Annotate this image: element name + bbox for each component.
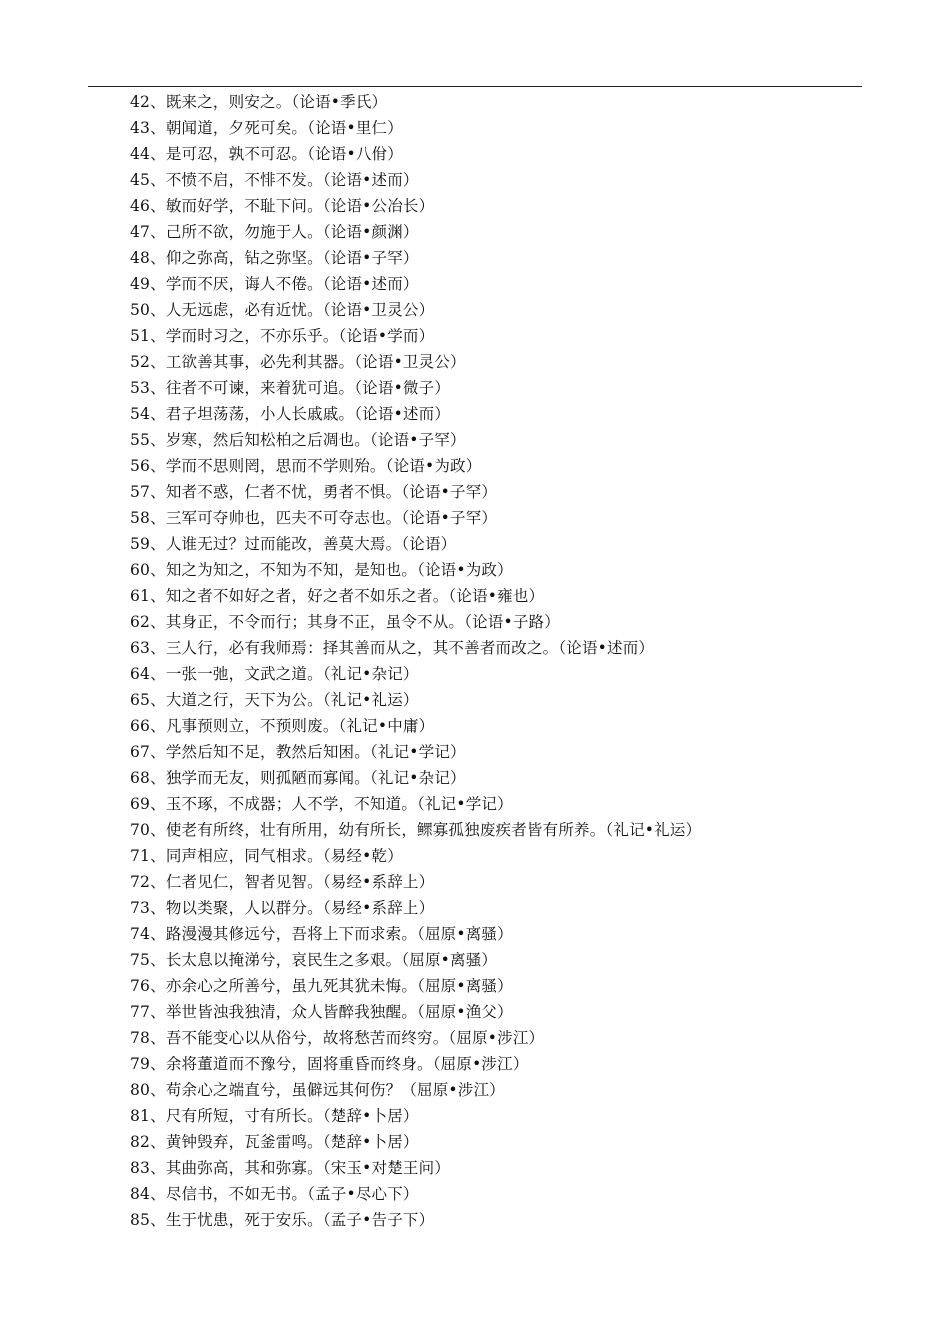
- quote-list: [130, 89, 860, 1233]
- quote-line: 73、物以类聚，人以群分。（易经•系辞上）: [130, 899, 435, 917]
- quote-line: 65、大道之行，天下为公。（礼记•礼运）: [130, 691, 419, 709]
- quote-line: 47、己所不欲，勿施于人。（论语•颜渊）: [130, 223, 419, 241]
- quote-line: 58、三军可夺帅也，匹夫不可夺志也。（论语•子罕）: [130, 509, 498, 527]
- quote-line: 49、学而不厌，诲人不倦。（论语•述而）: [130, 275, 419, 293]
- quote-line: 83、其曲弥高，其和弥寡。（宋玉•对楚王问）: [130, 1159, 451, 1177]
- quote-line: 71、同声相应，同气相求。（易经•乾）: [130, 847, 403, 865]
- quote-line: 63、三人行，必有我师焉：择其善而从之，其不善者而改之。（论语•述而）: [130, 639, 655, 657]
- quote-line: 68、独学而无友，则孤陋而寡闻。（礼记•杂记）: [130, 769, 466, 787]
- quote-line: 60、知之为知之，不知为不知，是知也。（论语•为政）: [130, 561, 513, 579]
- quote-line: 56、学而不思则罔，思而不学则殆。（论语•为政）: [130, 457, 482, 475]
- quote-line: 64、一张一弛，文武之道。（礼记•杂记）: [130, 665, 419, 683]
- quote-line: 81、尺有所短，寸有所长。（楚辞•卜居）: [130, 1107, 419, 1125]
- quote-line: 51、学而时习之，不亦乐乎。（论语•学而）: [130, 327, 435, 345]
- quote-line: 75、长太息以掩涕兮，哀民生之多艰。（屈原•离骚）: [130, 951, 498, 969]
- quote-line: 55、岁寒，然后知松柏之后凋也。（论语•子罕）: [130, 431, 466, 449]
- quote-line: 74、路漫漫其修远兮，吾将上下而求索。（屈原•离骚）: [130, 925, 513, 943]
- quote-line: 54、君子坦荡荡，小人长戚戚。（论语•述而）: [130, 405, 451, 423]
- quote-line: 82、黄钟毁弃，瓦釜雷鸣。（楚辞•卜居）: [130, 1133, 419, 1151]
- quote-line: 62、其身正，不令而行；其身不正，虽令不从。（论语•子路）: [130, 613, 560, 631]
- quote-line: 67、学然后知不足，教然后知困。（礼记•学记）: [130, 743, 466, 761]
- quote-line: 61、知之者不如好之者，好之者不如乐之者。（论语•雍也）: [130, 587, 545, 605]
- quote-line: 70、使老有所终，壮有所用，幼有所长，鳏寡孤独废疾者皆有所养。（礼记•礼运）: [130, 821, 702, 839]
- header-rule: [88, 86, 862, 87]
- quote-line: 42、既来之，则安之。（论语•季氏）: [130, 93, 388, 111]
- quote-line: 53、往者不可谏，来着犹可追。（论语•微子）: [130, 379, 451, 397]
- quote-line: 77、举世皆浊我独清，众人皆醉我独醒。（屈原•渔父）: [130, 1003, 513, 1021]
- quote-line: 72、仁者见仁，智者见智。（易经•系辞上）: [130, 873, 435, 891]
- quote-line: 66、凡事预则立，不预则废。（礼记•中庸）: [130, 717, 435, 735]
- quote-line: 84、尽信书，不如无书。（孟子•尽心下）: [130, 1185, 419, 1203]
- quote-line: 79、余将董道而不豫兮，固将重昏而终身。（屈原•涉江）: [130, 1055, 529, 1073]
- quote-line: 50、人无远虑，必有近忧。（论语•卫灵公）: [130, 301, 435, 319]
- quote-line: 80、苟余心之端直兮，虽僻远其何伤？（屈原•涉江）: [130, 1081, 505, 1099]
- quote-line: 57、知者不惑，仁者不忧，勇者不惧。（论语•子罕）: [130, 483, 498, 501]
- quote-line: 52、工欲善其事，必先利其器。（论语•卫灵公）: [130, 353, 466, 371]
- quote-line: 48、仰之弥高，钻之弥坚。（论语•子罕）: [130, 249, 419, 267]
- quote-line: 69、玉不琢，不成器；人不学，不知道。（礼记•学记）: [130, 795, 513, 813]
- quote-line: 43、朝闻道，夕死可矣。（论语•里仁）: [130, 119, 403, 137]
- quote-line: 76、亦余心之所善兮，虽九死其犹未悔。（屈原•离骚）: [130, 977, 513, 995]
- quote-line: 85、生于忧患，死于安乐。（孟子•告子下）: [130, 1211, 435, 1229]
- quote-line: 59、人谁无过？过而能改，善莫大焉。（论语）: [130, 535, 457, 553]
- quote-line: 46、敏而好学，不耻下问。（论语•公冶长）: [130, 197, 435, 215]
- quote-line: 45、不愤不启，不悱不发。（论语•述而）: [130, 171, 419, 189]
- quote-line: 78、吾不能变心以从俗兮，故将愁苦而终穷。（屈原•涉江）: [130, 1029, 545, 1047]
- quote-line: 44、是可忍，孰不可忍。（论语•八佾）: [130, 145, 403, 163]
